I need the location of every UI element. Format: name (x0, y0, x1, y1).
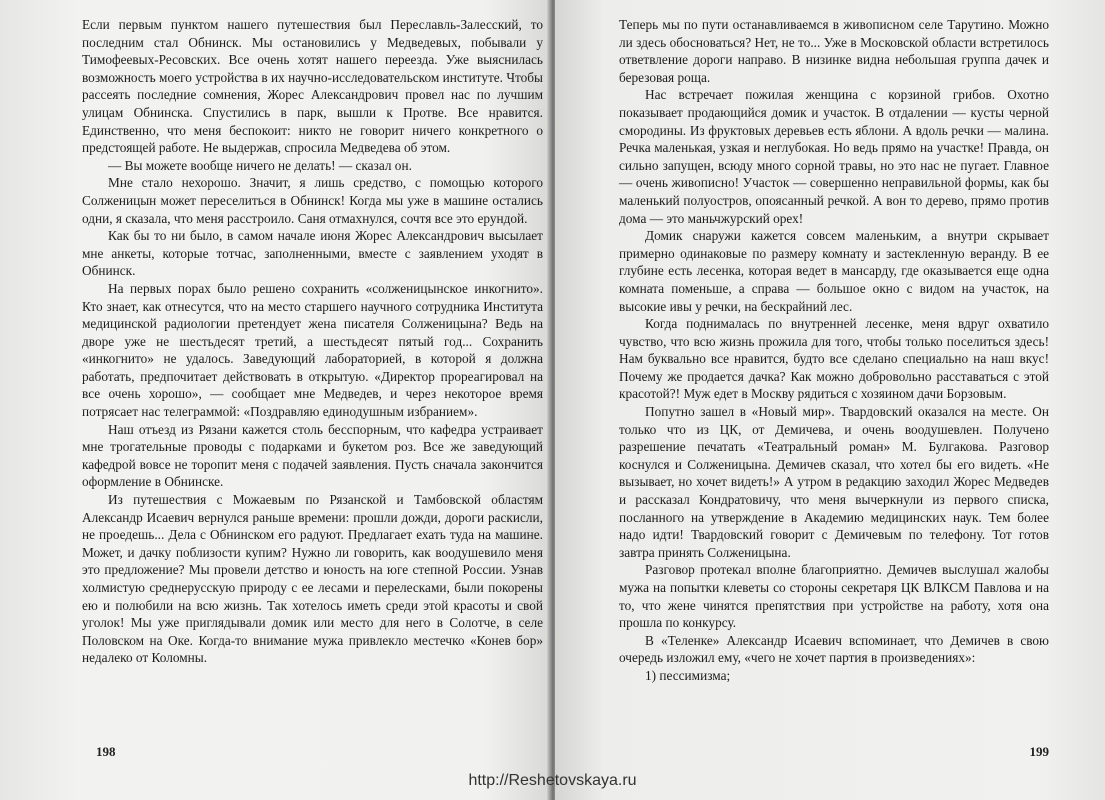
paragraph: Нас встречает пожилая женщина с корзиной грибов. Охотно показывает продающийся домик и участок. В отдалении — кусты черной смородины. Из фруктовых деревьев есть яблони. А вдоль речки — малина. Речка маленькая, узкая и неглубокая. Но ведь прямо на участке! Правда, он сильно запущен, всюду много сорной травы, но это нас не пугает. Главное — очень живописно! Участок — совершенно неправильной формы, как бы маленький полуостров, опоясанный речкой. А вон то дерево, прямо против дома — это маньчжурский орех! (619, 87, 1049, 226)
paragraph: Из путешествия с Можаевым по Рязанской и Тамбовской областям Александр Исаевич вернулся раньше времени: прошли дожди, дороги раскисли, не проедешь... Дела с Обнинском его радуют. Предлагает ехать туда на машине. Может, и дачку поблизости купим? Нужно ли говорить, как воодушевило меня это предложение? Мы провели детство и юность на юге степной России. Узнав холмистую среднерусскую природу с ее лесами и перелесками, были покорены ею и полюбили на всю жизнь. Так хотелось иметь среди этой красоты и свой уголок! Мы уже приглядывали домик или место для него в Солотче, в селе Половском на Оке. Когда-то внимание мужа привлекло местечко «Конев бор» недалеко от Коломны. (82, 492, 543, 666)
paragraph: Наш отъезд из Рязани кажется столь бесспорным, что кафедра устраивает мне трогательные проводы с подарками и букетом роз. Все же заведующий кафедрой вовсе не торопит меня с подачей заявления. Пусть сначала закончится оформление в Обнинске. (82, 421, 543, 490)
paragraph: Мне стало нехорошо. Значит, я лишь средство, с помощью которого Солженицын может переселиться в Обнинск! Когда мы уже в машине остались одни, я сказала, что меня расстроило. Саня отмахнулся, сочтя все это ерундой. (82, 175, 543, 226)
paragraph: Домик снаружи кажется совсем маленьким, а внутри скрывает примерно одинаковые по размеру комнату и застекленную веранду. В ее глубине есть лесенка, которая ведет в мансарду, где оказывается еще одна комната поменьше, а справа — большое окно с видом на участок, на высокие ивы у речки, на бескрайний лес. (619, 228, 1049, 314)
paragraph: На первых порах было решено сохранить «солженицынское инкогнито». Кто знает, как отнесутся, что на место старшего научного сотрудника Института медицинской радиологии претендует жена писателя Солженицына? Ведь на дворе уже не шестьдесят третий, а шестьдесят пятый год... Сохранить «инкогнито» не удалось. Заведующий лабораторией, в которой я должна работать, предпочитает действовать в открытую. «Директор прореагировал на все очень хорошо», — сообщает мне Медведев, и через некоторое время потрясает нас телеграммой: «Поздравляю единодушным избранием». (82, 280, 543, 420)
paragraph: Когда поднималась по внутренней лесенке, меня вдруг охватило чувство, что всю жизнь прожила для того, чтобы только поселиться здесь! Нам буквально все нравится, будто все сделано специально на наш вкус! Почему же продается дачка? Как можно добровольно расставаться с этой красотой?! Муж едет в Москву рядиться с хозяином дачи Борзовым. (619, 316, 1049, 402)
paragraph: В «Теленке» Александр Исаевич вспоминает, что Демичев в свою очередь изложил ему, «чего не хочет партия в произведениях»: (619, 632, 1049, 666)
paragraph: Как бы то ни было, в самом начале июня Жорес Александрович высылает мне анкеты, которые тотчас, заполненными, вместе с заявлением уходят в Обнинск. (82, 228, 543, 279)
paragraph: Попутно зашел в «Новый мир». Твардовский оказался на месте. Он только что из ЦК, от Демичева, и очень воодушевлен. Получено разрешение печатать «Театральный роман» М. Булгакова. Разговор коснулся и Солженицына. Демичев сказал, что хотел бы его видеть. «Не вызывает, но хочет видеть!» А утром в редакцию заходил Жорес Медведев и рассказал Кондратовичу, что меня вычеркнули из первого списка, посланного на утверждение в Академию медицинских наук. Тем более надо идти! Твардовский говорит с Демичевым по телефону. Тот готов завтра принять Солженицына. (619, 404, 1049, 560)
paragraph: Разговор протекал вполне благоприятно. Демичев выслушал жалобы мужа на попытки клеветы со стороны секретаря ЦК ВЛКСМ Павлова и на то, что жене чинятся препятствия при устройстве на работу, хотя она прошла по конкурсу. (619, 562, 1049, 631)
paragraph: Теперь мы по пути останавливаемся в живописном селе Тарутино. Можно ли здесь обосноваться? Нет, не то... Уже в Московской области встретилось ответвление дороги направо. В низинке видна небольшая группа дачек и березовая роща. (619, 17, 1049, 85)
left-page-text (82, 16, 543, 667)
paragraph: — Вы можете вообще ничего не делать! — сказал он. (108, 157, 412, 173)
page-number-right: 199 (1029, 744, 1049, 759)
left-page (0, 0, 551, 800)
right-page (555, 0, 1105, 800)
right-page-text (619, 16, 1049, 685)
source-url: http://Reshetovskaya.ru (468, 772, 637, 789)
paragraph: 1) пессимизма; (645, 667, 731, 683)
paragraph: Если первым пунктом нашего путешествия был Переславль-Залесский, то последним стал Обнинск. Мы остановились у Медведевых, побывали у Тимофеевых-Ресовских. Все очень хотят нашего переезда. Уже выяснилась возможность моего устройства в их научно-исследовательском институте. Чтобы рассеять последние сомнения, Жорес Александрович провел нас по лучшим улицам Обнинска. Спустились в парк, вышли к Протве. Все нравится. Единственно, что меня беспокоит: никто не говорит ничего конкретного о предстоящей работе. Не выдержав, спросила Медведева об этом. (82, 17, 543, 156)
page-number-left: 198 (96, 744, 116, 759)
